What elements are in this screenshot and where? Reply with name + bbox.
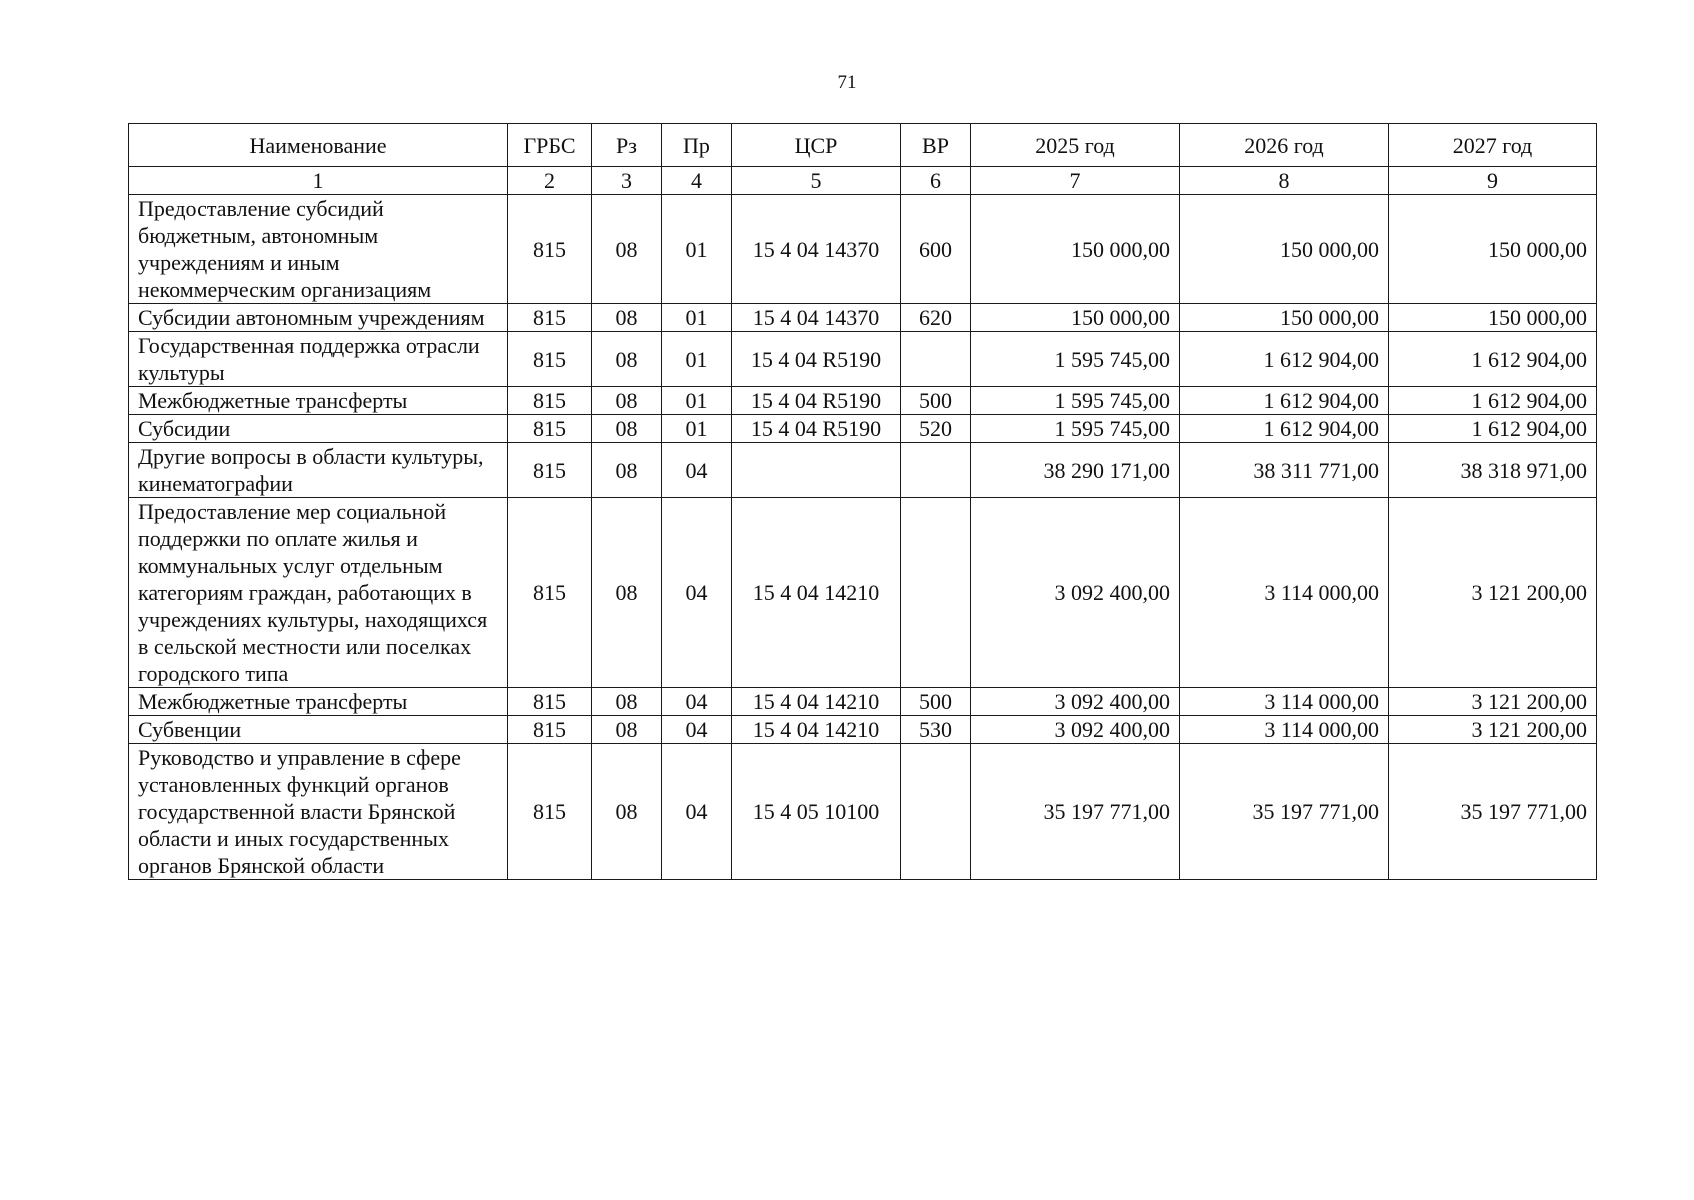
table-row bbox=[129, 744, 1597, 880]
row-csr: 15 4 04 R5190 bbox=[732, 387, 901, 415]
row-name: Субвенции bbox=[129, 716, 508, 744]
row-amount-2025: 38 290 171,00 bbox=[971, 443, 1180, 498]
row-vr: 500 bbox=[901, 387, 971, 415]
row-csr: 15 4 04 R5190 bbox=[732, 415, 901, 443]
table-row bbox=[129, 688, 1597, 716]
row-pr: 01 bbox=[662, 387, 732, 415]
row-rz: 08 bbox=[592, 744, 662, 880]
row-amount-2025: 150 000,00 bbox=[971, 195, 1180, 304]
row-name: Другие вопросы в области культуры, кинематографии bbox=[129, 443, 508, 498]
row-grbs: 815 bbox=[508, 304, 592, 332]
header-rz: Рз bbox=[592, 124, 662, 167]
row-amount-2025: 3 092 400,00 bbox=[971, 688, 1180, 716]
row-amount-2026: 3 114 000,00 bbox=[1180, 688, 1389, 716]
row-name: Межбюджетные трансферты bbox=[129, 387, 508, 415]
header-name: Наименование bbox=[129, 124, 508, 167]
row-amount-2026: 150 000,00 bbox=[1180, 195, 1389, 304]
row-grbs: 815 bbox=[508, 415, 592, 443]
row-pr: 01 bbox=[662, 304, 732, 332]
budget-table bbox=[128, 123, 1597, 880]
row-name: Субсидии автономным учреждениям bbox=[129, 304, 508, 332]
row-grbs: 815 bbox=[508, 195, 592, 304]
row-csr: 15 4 04 14210 bbox=[732, 688, 901, 716]
row-pr: 04 bbox=[662, 443, 732, 498]
row-vr bbox=[901, 744, 971, 880]
row-rz: 08 bbox=[592, 498, 662, 688]
row-amount-2027: 38 318 971,00 bbox=[1389, 443, 1597, 498]
row-vr: 500 bbox=[901, 688, 971, 716]
row-amount-2026: 3 114 000,00 bbox=[1180, 716, 1389, 744]
row-amount-2027: 1 612 904,00 bbox=[1389, 332, 1597, 387]
row-grbs: 815 bbox=[508, 688, 592, 716]
row-grbs: 815 bbox=[508, 716, 592, 744]
row-vr: 520 bbox=[901, 415, 971, 443]
row-csr: 15 4 04 14370 bbox=[732, 195, 901, 304]
column-number: 5 bbox=[732, 167, 901, 195]
row-vr: 530 bbox=[901, 716, 971, 744]
row-name: Межбюджетные трансферты bbox=[129, 688, 508, 716]
header-2027: 2027 год bbox=[1389, 124, 1597, 167]
table-row bbox=[129, 415, 1597, 443]
row-name: Субсидии bbox=[129, 415, 508, 443]
row-amount-2026: 1 612 904,00 bbox=[1180, 332, 1389, 387]
row-grbs: 815 bbox=[508, 387, 592, 415]
row-amount-2027: 35 197 771,00 bbox=[1389, 744, 1597, 880]
table-row bbox=[129, 498, 1597, 688]
row-amount-2025: 1 595 745,00 bbox=[971, 415, 1180, 443]
row-amount-2025: 3 092 400,00 bbox=[971, 498, 1180, 688]
row-name: Государственная поддержка отрасли культуры bbox=[129, 332, 508, 387]
row-vr: 600 bbox=[901, 195, 971, 304]
column-number: 8 bbox=[1180, 167, 1389, 195]
row-vr bbox=[901, 498, 971, 688]
header-2026: 2026 год bbox=[1180, 124, 1389, 167]
table-row bbox=[129, 387, 1597, 415]
row-amount-2026: 150 000,00 bbox=[1180, 304, 1389, 332]
row-pr: 04 bbox=[662, 744, 732, 880]
row-name: Предоставление субсидий бюджетным, автономным учреждениям и иным некоммерческим организациям bbox=[129, 195, 508, 304]
header-grbs: ГРБС bbox=[508, 124, 592, 167]
column-number: 1 bbox=[129, 167, 508, 195]
row-amount-2027: 150 000,00 bbox=[1389, 195, 1597, 304]
table-row bbox=[129, 443, 1597, 498]
table-row bbox=[129, 716, 1597, 744]
page-number: 71 bbox=[837, 72, 857, 93]
column-number: 4 bbox=[662, 167, 732, 195]
row-vr bbox=[901, 443, 971, 498]
table-row bbox=[129, 332, 1597, 387]
row-amount-2027: 3 121 200,00 bbox=[1389, 716, 1597, 744]
row-name: Предоставление мер социальной поддержки по оплате жилья и коммунальных услуг отдельным категориям граждан, работающих в учреждениях культуры, находящихся в сельской местности или поселках городского типа bbox=[129, 498, 508, 688]
row-pr: 01 bbox=[662, 332, 732, 387]
header-row bbox=[129, 124, 1597, 167]
row-rz: 08 bbox=[592, 443, 662, 498]
row-amount-2027: 1 612 904,00 bbox=[1389, 387, 1597, 415]
row-pr: 04 bbox=[662, 716, 732, 744]
column-number: 3 bbox=[592, 167, 662, 195]
column-number: 6 bbox=[901, 167, 971, 195]
column-number: 2 bbox=[508, 167, 592, 195]
row-amount-2027: 3 121 200,00 bbox=[1389, 498, 1597, 688]
row-csr: 15 4 04 14210 bbox=[732, 716, 901, 744]
row-amount-2027: 3 121 200,00 bbox=[1389, 688, 1597, 716]
row-rz: 08 bbox=[592, 688, 662, 716]
row-amount-2025: 1 595 745,00 bbox=[971, 387, 1180, 415]
row-vr: 620 bbox=[901, 304, 971, 332]
row-amount-2027: 1 612 904,00 bbox=[1389, 415, 1597, 443]
row-rz: 08 bbox=[592, 716, 662, 744]
row-name: Руководство и управление в сфере установленных функций органов государственной власти Брянской области и иных государственных органов Брянской области bbox=[129, 744, 508, 880]
row-amount-2026: 35 197 771,00 bbox=[1180, 744, 1389, 880]
row-amount-2025: 3 092 400,00 bbox=[971, 716, 1180, 744]
table-row bbox=[129, 195, 1597, 304]
column-number: 7 bbox=[971, 167, 1180, 195]
header-vr: ВР bbox=[901, 124, 971, 167]
row-rz: 08 bbox=[592, 304, 662, 332]
row-csr bbox=[732, 443, 901, 498]
row-rz: 08 bbox=[592, 332, 662, 387]
row-rz: 08 bbox=[592, 195, 662, 304]
row-pr: 01 bbox=[662, 415, 732, 443]
row-amount-2026: 3 114 000,00 bbox=[1180, 498, 1389, 688]
row-pr: 01 bbox=[662, 195, 732, 304]
row-amount-2026: 1 612 904,00 bbox=[1180, 415, 1389, 443]
header-csr: ЦСР bbox=[732, 124, 901, 167]
row-grbs: 815 bbox=[508, 498, 592, 688]
row-csr: 15 4 04 R5190 bbox=[732, 332, 901, 387]
row-amount-2025: 35 197 771,00 bbox=[971, 744, 1180, 880]
row-rz: 08 bbox=[592, 387, 662, 415]
column-number-row bbox=[129, 167, 1597, 195]
row-grbs: 815 bbox=[508, 744, 592, 880]
header-2025: 2025 год bbox=[971, 124, 1180, 167]
header-pr: Пр bbox=[662, 124, 732, 167]
row-csr: 15 4 05 10100 bbox=[732, 744, 901, 880]
row-vr bbox=[901, 332, 971, 387]
row-amount-2027: 150 000,00 bbox=[1389, 304, 1597, 332]
row-csr: 15 4 04 14370 bbox=[732, 304, 901, 332]
row-grbs: 815 bbox=[508, 332, 592, 387]
table-row bbox=[129, 304, 1597, 332]
row-pr: 04 bbox=[662, 498, 732, 688]
row-pr: 04 bbox=[662, 688, 732, 716]
row-csr: 15 4 04 14210 bbox=[732, 498, 901, 688]
column-number: 9 bbox=[1389, 167, 1597, 195]
row-amount-2025: 1 595 745,00 bbox=[971, 332, 1180, 387]
row-amount-2026: 38 311 771,00 bbox=[1180, 443, 1389, 498]
row-amount-2025: 150 000,00 bbox=[971, 304, 1180, 332]
row-rz: 08 bbox=[592, 415, 662, 443]
row-amount-2026: 1 612 904,00 bbox=[1180, 387, 1389, 415]
row-grbs: 815 bbox=[508, 443, 592, 498]
